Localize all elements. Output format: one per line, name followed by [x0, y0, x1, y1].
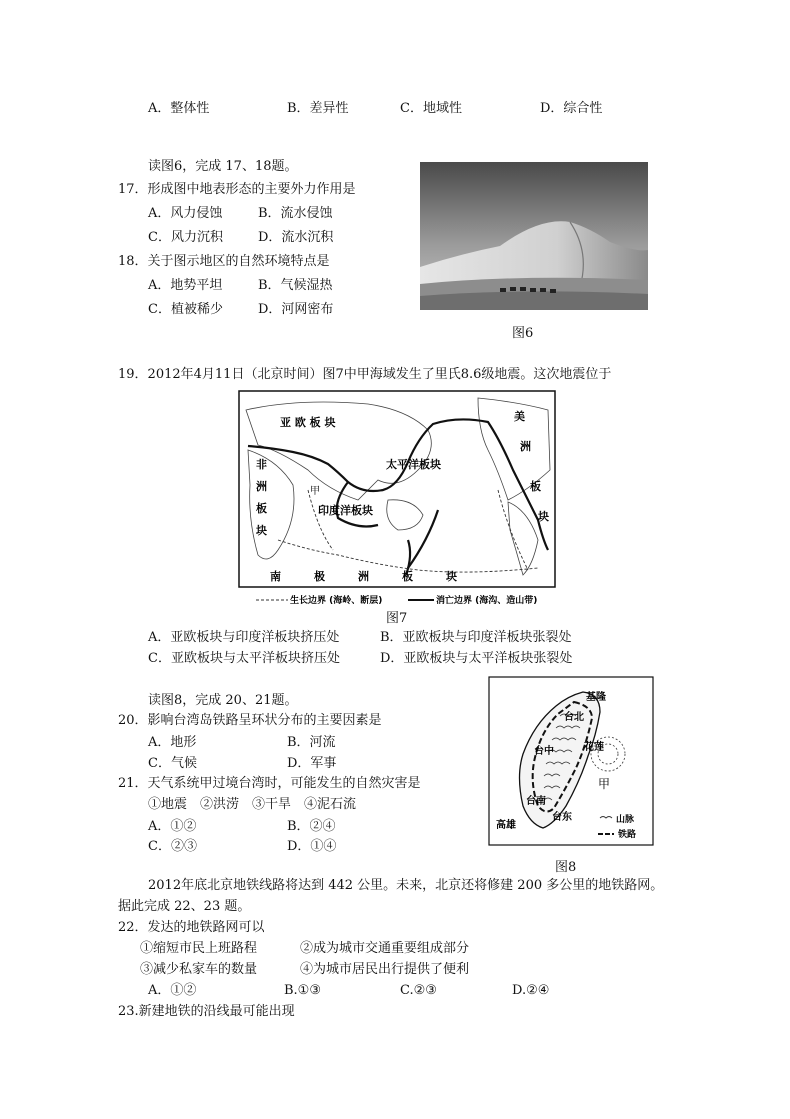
- q17-option-a: A．风力侵蚀: [148, 206, 223, 221]
- figure-6-caption: 图6: [512, 326, 534, 341]
- q21-stem: 21．天气系统甲过境台湾时，可能发生的自然灾害是: [118, 776, 421, 791]
- label-pacific-plate: 太平洋板块: [386, 458, 441, 471]
- q22-option-b: B.①③: [284, 983, 321, 998]
- q20-option-c: C．气候: [148, 756, 197, 771]
- q18-option-b: B．气候湿热: [258, 278, 333, 293]
- q16-option-d: D．综合性: [540, 101, 603, 116]
- label-jia-typhoon: 甲: [598, 777, 611, 791]
- q16-option-a: A．整体性: [148, 101, 210, 116]
- legend-railway: 铁路: [618, 830, 637, 840]
- intro-figure-8: 读图8，完成 20、21题。: [148, 693, 298, 708]
- q22-option-d: D.②④: [512, 983, 550, 998]
- figure-8-taiwan-map: [488, 676, 654, 846]
- label-taichung: 台中: [534, 746, 554, 757]
- label-tainan: 台南: [526, 796, 546, 807]
- q17-stem: 17．形成图中地表形态的主要外力作用是: [118, 182, 356, 197]
- q19-option-d: D．亚欧板块与太平洋板块张裂处: [380, 651, 573, 666]
- q17-option-d: D．流水沉积: [258, 230, 334, 245]
- label-antarctic-plate: 南 极 洲 板 块: [270, 570, 457, 583]
- q22-item-1: ①缩短市民上班路程: [140, 941, 258, 956]
- passage-line-2: 据此完成 22、23 题。: [118, 899, 251, 914]
- q22-option-c: C.②③: [400, 983, 437, 998]
- q19-option-a: A．亚欧板块与印度洋板块挤压处: [148, 630, 340, 645]
- figure-7-caption: 图7: [386, 611, 408, 626]
- figure-8-caption: 图8: [555, 860, 577, 875]
- q19-option-c: C．亚欧板块与太平洋板块挤压处: [148, 651, 340, 666]
- q22-item-4: ④为城市居民出行提供了便利: [300, 962, 470, 977]
- label-africa-2: 洲: [256, 480, 267, 493]
- legend-subduction-boundary: 消亡边界 (海沟、造山带): [436, 596, 538, 606]
- q20-option-a: A．地形: [148, 735, 197, 750]
- label-america-1: 美: [514, 410, 525, 423]
- q19-stem: 19．2012年4月11日（北京时间）图7中甲海域发生了里氏8.6级地震。这次地震位于: [118, 367, 612, 382]
- passage-line-1: 2012年底北京地铁线路将达到 442 公里。未来，北京还将修建 200 多公里的地铁路网。: [148, 878, 664, 893]
- q21-option-c: C．②③: [148, 839, 197, 854]
- q17-option-c: C．风力沉积: [148, 230, 223, 245]
- label-hualien: 花莲: [584, 742, 604, 753]
- label-taitung: 台东: [552, 812, 572, 823]
- label-america-2: 洲: [520, 440, 531, 453]
- q17-option-b: B．流水侵蚀: [258, 206, 333, 221]
- figure-7-plate-map: [238, 390, 556, 616]
- q22-item-2: ②成为城市交通重要组成部分: [300, 941, 470, 956]
- q22-option-a: A．①②: [148, 983, 197, 998]
- q21-option-a: A．①②: [148, 819, 197, 834]
- label-america-4: 块: [538, 510, 549, 523]
- q22-stem: 22．发达的地铁路网可以: [118, 920, 265, 935]
- q16-option-c: C．地域性: [400, 101, 462, 116]
- label-africa-3: 板: [256, 502, 267, 515]
- q18-option-d: D．河网密布: [258, 302, 334, 317]
- label-kaohsiung: 高雄: [496, 820, 516, 831]
- label-indian-plate: 印度洋板块: [318, 504, 373, 517]
- q16-option-b: B．差异性: [287, 101, 349, 116]
- label-africa-1: 非: [256, 458, 267, 471]
- q20-stem: 20．影响台湾岛铁路呈环状分布的主要因素是: [118, 713, 382, 728]
- q21-option-b: B．②④: [287, 819, 336, 834]
- q22-item-3: ③减少私家车的数量: [140, 962, 258, 977]
- label-taipei: 台北: [564, 712, 584, 723]
- legend-growth-boundary: 生长边界 (海岭、断层): [290, 596, 383, 606]
- label-keelung: 基隆: [586, 692, 606, 703]
- q18-option-c: C．植被稀少: [148, 302, 223, 317]
- q20-option-d: D．军事: [287, 756, 337, 771]
- intro-figure-6: 读图6，完成 17、18题。: [148, 159, 298, 174]
- label-africa-4: 块: [256, 524, 267, 537]
- label-jia-sea: 甲: [310, 486, 320, 497]
- q18-stem: 18．关于图示地区的自然环境特点是: [118, 254, 330, 269]
- q21-option-d: D．①④: [287, 839, 337, 854]
- q19-option-b: B．亚欧板块与印度洋板块张裂处: [380, 630, 572, 645]
- q21-items: ①地震 ②洪涝 ③干旱 ④泥石流: [148, 797, 357, 812]
- q23-stem: 23.新建地铁的沿线最可能出现: [118, 1004, 295, 1019]
- legend-mountain: 山脉: [616, 815, 635, 825]
- figure-6-desert-photo: [420, 162, 648, 310]
- label-eurasian-plate: 亚 欧 板 块: [280, 416, 336, 429]
- label-america-3: 板: [530, 480, 541, 493]
- q18-option-a: A．地势平坦: [148, 278, 223, 293]
- q20-option-b: B．河流: [287, 735, 336, 750]
